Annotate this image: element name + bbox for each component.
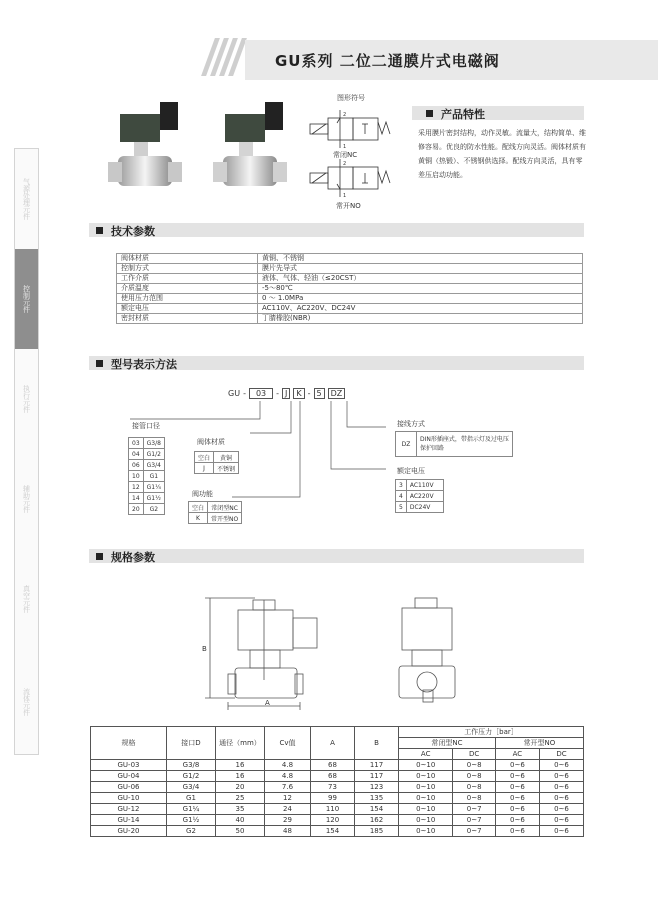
spec-a: 110 [311, 804, 355, 815]
tech-value: AC110V、AC220V、DC24V [258, 304, 583, 314]
function-code: K [189, 513, 208, 524]
table-row [117, 264, 583, 274]
spec-cv: 48 [265, 826, 311, 837]
table-row [396, 502, 444, 513]
voltage-table [395, 479, 444, 513]
voltage-code: 4 [396, 491, 407, 502]
port-size: G1/2 [143, 449, 164, 460]
port-label: 接管口径 [132, 422, 160, 430]
spec-nc-dc: 0~8 [453, 760, 495, 771]
spec-model: GU-03 [91, 760, 167, 771]
tech-value: 0 ～ 1.0MPa [258, 294, 583, 304]
tech-value: 膜片先导式 [258, 264, 583, 274]
spec-b: 135 [355, 793, 399, 804]
spec-orifice: 25 [216, 793, 265, 804]
col-b: B [355, 727, 399, 760]
tech-value: -5～80℃ [258, 284, 583, 294]
table-row [396, 432, 513, 457]
code-prefix: GU [228, 389, 241, 398]
tech-key: 介质温度 [117, 284, 258, 294]
spec-model: GU-12 [91, 804, 167, 815]
function-name: 常闭型NC [208, 502, 242, 513]
function-code: 空白 [189, 502, 208, 513]
table-row [117, 274, 583, 284]
wiring-table [395, 431, 513, 457]
dimension-drawing [195, 590, 575, 715]
col-cv: Cv值 [265, 727, 311, 760]
table-row [129, 449, 165, 460]
wiring-code: DZ [396, 432, 417, 457]
features-bar [412, 106, 584, 120]
tech-key: 额定电压 [117, 304, 258, 314]
spec-no-dc: 0~6 [539, 782, 583, 793]
spec-nc-dc: 0~7 [453, 826, 495, 837]
spec-b: 117 [355, 771, 399, 782]
valve-photo-2 [213, 102, 287, 186]
sidebar-tab-air-treatment[interactable]: 气源处理元件 [22, 178, 31, 220]
spec-no-dc: 0~6 [539, 815, 583, 826]
table-row [91, 793, 584, 804]
code-dash: - [243, 389, 246, 398]
spec-no-ac: 0~6 [495, 815, 539, 826]
page-title: GU系列 二位二通膜片式电磁阀 [275, 52, 500, 70]
spec-port: G1½ [167, 815, 216, 826]
sidebar-tab-fluid[interactable]: 流体元件 [22, 687, 31, 716]
material-code: 空白 [195, 452, 214, 463]
spec-a: 73 [311, 782, 355, 793]
spec-nc-ac: 0~10 [399, 815, 453, 826]
spec-cv: 29 [265, 815, 311, 826]
col-model: 规格 [91, 727, 167, 760]
port-size: G1½ [143, 493, 164, 504]
table-row [91, 782, 584, 793]
spec-nc-ac: 0~10 [399, 771, 453, 782]
port-code: 06 [129, 460, 144, 471]
symbol-no-label: 常开NO [336, 202, 361, 210]
spec-a: 154 [311, 826, 355, 837]
col-orifice: 通径（mm） [216, 727, 265, 760]
tech-value: 液体、气体、轻油（≤20CST） [258, 274, 583, 284]
table-row [195, 463, 239, 474]
col-pressure: 工作压力［bar］ [399, 727, 584, 738]
sidebar-tab-vacuum[interactable]: 真空元件 [22, 585, 31, 613]
voltage-code: 3 [396, 480, 407, 491]
sidebar-tab-actuator[interactable]: 执行元件 [22, 385, 31, 413]
spec-b: 117 [355, 760, 399, 771]
tech-key: 使用压力范围 [117, 294, 258, 304]
spec-no-ac: 0~6 [495, 782, 539, 793]
spec-nc-dc: 0~8 [453, 782, 495, 793]
spec-no-ac: 0~6 [495, 771, 539, 782]
sidebar-tab-control[interactable]: 控制元件 [15, 249, 38, 349]
model-title: 型号表示方法 [111, 358, 177, 371]
tech-value: 丁腈橡胶(NBR) [258, 314, 583, 324]
table-row [117, 284, 583, 294]
col-nc-ac: AC [399, 749, 453, 760]
svg-text:1: 1 [343, 144, 347, 150]
table-row [189, 513, 242, 524]
function-table [188, 501, 242, 524]
table-row [396, 491, 444, 502]
table-row [129, 482, 165, 493]
spec-no-dc: 0~6 [539, 771, 583, 782]
spec-port: G1 [167, 793, 216, 804]
spec-cv: 4.8 [265, 760, 311, 771]
spec-no-ac: 0~6 [495, 760, 539, 771]
spec-b: 154 [355, 804, 399, 815]
spec-orifice: 40 [216, 815, 265, 826]
spec-square-icon [96, 553, 103, 560]
spec-a: 99 [311, 793, 355, 804]
port-size: G3/4 [143, 460, 164, 471]
wiring-label: 接线方式 [397, 420, 425, 428]
spec-orifice: 50 [216, 826, 265, 837]
material-code: J [195, 463, 214, 474]
port-code: 12 [129, 482, 144, 493]
table-row [129, 438, 165, 449]
voltage-value: AC220V [406, 491, 443, 502]
spec-a: 68 [311, 771, 355, 782]
col-nc-dc: DC [453, 749, 495, 760]
spec-nc-ac: 0~10 [399, 760, 453, 771]
dim-a-label: A [265, 699, 270, 707]
spec-a: 68 [311, 760, 355, 771]
spec-body [91, 760, 584, 837]
table-row [91, 760, 584, 771]
spec-b: 123 [355, 782, 399, 793]
port-code: 20 [129, 504, 144, 515]
material-label: 阀体材质 [197, 438, 225, 446]
spec-port: G2 [167, 826, 216, 837]
table-row [117, 294, 583, 304]
col-no: 常开型NO [495, 738, 583, 749]
port-size: G2 [143, 504, 164, 515]
spec-cv: 12 [265, 793, 311, 804]
valve-photo-1 [108, 102, 182, 186]
voltage-value: DC24V [406, 502, 443, 513]
code-function: K [293, 388, 304, 399]
spec-model: GU-06 [91, 782, 167, 793]
table-row [91, 826, 584, 837]
features-text: 采用膜片密封结构，动作灵敏。流量大，结构简单、维修容易。优良的防水性能。配线方向灵活。阀体材质有黄铜（热锻）、不锈钢供选择。配线方向灵活，具有零差压启动功能。 [418, 129, 586, 179]
spec-port: G3/8 [167, 760, 216, 771]
product-photos [100, 92, 300, 202]
spec-model: GU-20 [91, 826, 167, 837]
tech-key: 工作介质 [117, 274, 258, 284]
table-row [91, 727, 584, 738]
table-row [129, 471, 165, 482]
port-code: 04 [129, 449, 144, 460]
port-size: G1 [143, 471, 164, 482]
material-name: 不锈钢 [214, 463, 239, 474]
tech-key: 密封材质 [117, 314, 258, 324]
tech-square-icon [96, 227, 103, 234]
spec-port: G1¼ [167, 804, 216, 815]
spec-orifice: 16 [216, 760, 265, 771]
col-no-ac: AC [495, 749, 539, 760]
col-nc: 常闭型NC [399, 738, 496, 749]
table-row [396, 480, 444, 491]
table-row [117, 314, 583, 324]
spec-model: GU-04 [91, 771, 167, 782]
tech-title: 技术参数 [111, 225, 155, 238]
tech-table [116, 253, 583, 324]
table-row [129, 460, 165, 471]
code-dash: - [307, 389, 311, 398]
spec-nc-ac: 0~10 [399, 826, 453, 837]
col-a: A [311, 727, 355, 760]
spec-orifice: 20 [216, 782, 265, 793]
tech-key: 阀体材质 [117, 254, 258, 264]
svg-text:2: 2 [343, 112, 347, 118]
spec-cv: 24 [265, 804, 311, 815]
spec-title: 规格参数 [111, 551, 155, 564]
spec-b: 185 [355, 826, 399, 837]
table-row [117, 304, 583, 314]
port-code: 03 [129, 438, 144, 449]
model-square-icon [96, 360, 103, 367]
spec-no-dc: 0~6 [539, 760, 583, 771]
code-wiring: DZ [328, 388, 346, 399]
col-port: 接口D [167, 727, 216, 760]
tech-key: 控制方式 [117, 264, 258, 274]
voltage-value: AC110V [406, 480, 443, 491]
port-code: 14 [129, 493, 144, 504]
port-table [128, 437, 165, 515]
material-table [194, 451, 239, 474]
spec-table [90, 726, 584, 837]
spec-a: 120 [311, 815, 355, 826]
sidebar-tab-auxiliary[interactable]: 辅助元件 [22, 485, 31, 513]
spec-port: G3/4 [167, 782, 216, 793]
spec-nc-ac: 0~10 [399, 782, 453, 793]
table-row [117, 254, 583, 264]
spec-no-dc: 0~6 [539, 793, 583, 804]
svg-text:2: 2 [343, 161, 347, 167]
spec-cv: 4.8 [265, 771, 311, 782]
spec-nc-ac: 0~10 [399, 804, 453, 815]
spec-no-ac: 0~6 [495, 826, 539, 837]
material-name: 黄铜 [214, 452, 239, 463]
spec-cv: 7.6 [265, 782, 311, 793]
spec-port: G1/2 [167, 771, 216, 782]
spec-nc-ac: 0~10 [399, 793, 453, 804]
tech-value: 黄铜、不锈钢 [258, 254, 583, 264]
spec-orifice: 35 [216, 804, 265, 815]
spec-model: GU-14 [91, 815, 167, 826]
col-no-dc: DC [539, 749, 583, 760]
spec-model: GU-10 [91, 793, 167, 804]
function-label: 阀功能 [192, 490, 213, 498]
voltage-code: 5 [396, 502, 407, 513]
symbol-nc-label: 常闭NC [333, 151, 358, 159]
spec-orifice: 16 [216, 771, 265, 782]
wiring-desc: DIN形插座式，带指示灯及过电压保护回路 [417, 432, 513, 457]
table-row [129, 493, 165, 504]
spec-nc-dc: 0~8 [453, 793, 495, 804]
spec-no-dc: 0~6 [539, 826, 583, 837]
spec-bar [89, 549, 584, 563]
table-row [129, 504, 165, 515]
features-square-icon [426, 110, 433, 117]
port-size: G1¼ [143, 482, 164, 493]
svg-text:1: 1 [343, 193, 347, 199]
spec-nc-dc: 0~7 [453, 804, 495, 815]
voltage-label: 额定电压 [397, 467, 425, 475]
port-size: G3/8 [143, 438, 164, 449]
spec-nc-dc: 0~8 [453, 771, 495, 782]
dim-b-label: B [202, 645, 207, 653]
code-voltage: 5 [314, 388, 325, 399]
spec-no-dc: 0~6 [539, 804, 583, 815]
table-row [189, 502, 242, 513]
spec-no-ac: 0~6 [495, 793, 539, 804]
symbol-label: 图形符号 [337, 94, 365, 102]
function-name: 常开型NO [208, 513, 242, 524]
table-row [91, 771, 584, 782]
code-material: J [282, 388, 290, 399]
tech-bar [89, 223, 584, 237]
table-row [91, 815, 584, 826]
port-code: 10 [129, 471, 144, 482]
features-title: 产品特性 [441, 108, 485, 121]
code-dash: - [276, 389, 280, 398]
sidebar [14, 148, 39, 755]
table-row [195, 452, 239, 463]
table-row [91, 804, 584, 815]
spec-nc-dc: 0~7 [453, 815, 495, 826]
code-port: 03 [249, 388, 273, 399]
spec-b: 162 [355, 815, 399, 826]
spec-no-ac: 0~6 [495, 804, 539, 815]
